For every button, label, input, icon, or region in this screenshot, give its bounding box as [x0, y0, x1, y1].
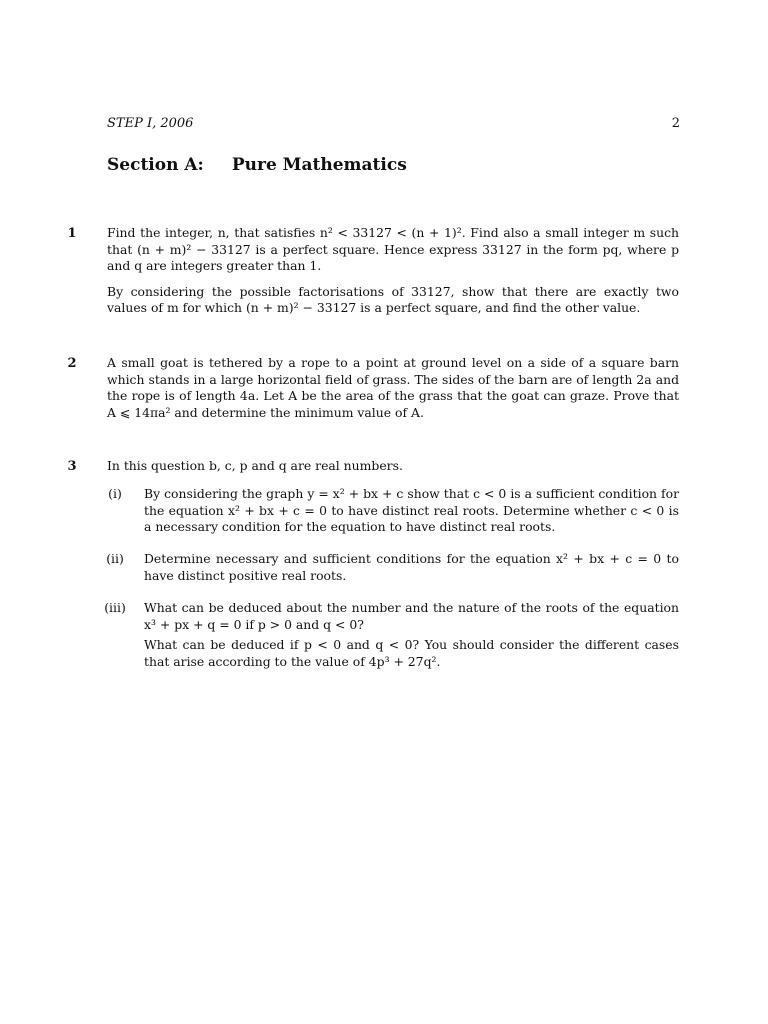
part-paragraph: What can be deduced about the number and the nature of the roots of the equation x³ + px + q = 0 if p > 0 and q < 0?	[144, 600, 679, 632]
question-number: 1	[67, 226, 77, 241]
question-paragraph: Find the integer, n, that satisfies n² < 33127 < (n + 1)². Find also a small integer m such that (n + m)² − 33127 is a perfect square. Hence express 33127 in the form pq, where p and q are integers greater than 1.	[107, 225, 679, 274]
section-label: Section A:	[107, 155, 204, 175]
part-label: (iii)	[104, 600, 126, 615]
question-paragraph: By considering the possible factorisations of 33127, show that there are exactly two values of m for which (n + m)² − 33127 is a perfect square, and find the other value.	[107, 283, 679, 316]
part-label: (ii)	[106, 551, 124, 566]
question-3-part-i	[107, 486, 679, 536]
part-label: (i)	[108, 486, 122, 501]
question-3-part-ii	[107, 551, 679, 584]
page-number: 2	[671, 116, 680, 131]
question-paragraph: A small goat is tethered by a rope to a point at ground level on a side of a square barn which stands in a large horizontal field of grass. The sides of the barn are of length 2a and the rope is of length 4a. Let A be the area of the grass that the goat can graze. Prove that A ⩽ 14πa² and determine the minimum value of A.	[107, 355, 679, 420]
section-title	[107, 155, 407, 175]
question-intro: In this question b, c, p and q are real numbers.	[107, 458, 403, 473]
question-1-body	[107, 225, 679, 317]
part-paragraph: Determine necessary and sufficient conditions for the equation x² + bx + c = 0 to have distinct positive real roots.	[144, 551, 679, 583]
question-number: 3	[67, 459, 77, 474]
part-paragraph: By considering the graph y = x² + bx + c show that c < 0 is a sufficient condition for the equation x² + bx + c = 0 to have distinct real roots. Determine whether c < 0 is a necessary condition for the equation to have distinct real roots.	[144, 486, 679, 535]
part-paragraph: What can be deduced if p < 0 and q < 0? You should consider the different cases that arise according to the value of 4p³ + 27q².	[144, 637, 679, 669]
section-name: Pure Mathematics	[231, 155, 407, 175]
question-number: 2	[67, 356, 77, 371]
question-2-body	[107, 355, 679, 421]
running-head: STEP I, 2006	[107, 116, 194, 131]
question-3-part-iii	[104, 600, 679, 670]
question-3-body	[107, 458, 679, 475]
